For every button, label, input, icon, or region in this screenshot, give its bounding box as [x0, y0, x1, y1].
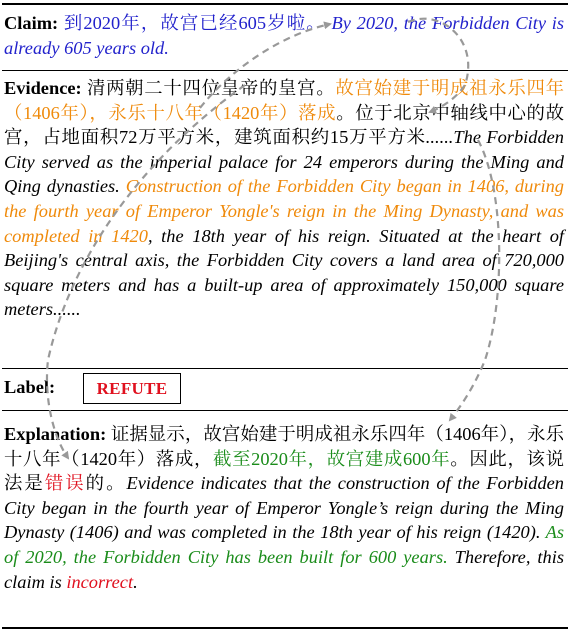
explanation-en-incorrect: incorrect [66, 571, 134, 592]
label-heading: Label: [4, 377, 56, 397]
claim-divider [2, 70, 568, 71]
evidence-label: Evidence: [4, 78, 82, 98]
evidence-section [4, 76, 564, 322]
explanation-zh-text-3: 的。 [85, 473, 127, 494]
claim-text-zh: 到2020年，故宫已经605岁啦。 [63, 13, 326, 33]
explanation-zh-text-2: 。因此，该说法是 [4, 448, 564, 494]
evidence-zh-text-1: 清两朝二十四位皇帝的皇宫。 [86, 78, 336, 98]
explanation-label: Explanation: [4, 424, 107, 444]
evidence-zh-highlight: 故宫始建于明成祖永乐四年（1406年），永乐十八年（1420年）落成 [4, 78, 564, 123]
refute-badge: REFUTE [83, 373, 181, 404]
explanation-en-text-1: Evidence indicates that the construction of the Forbidden City began in the fourth year of Emperor Yongle’s reign during the Ming Dynasty (1406) and was completed in the 18th year of his reign (1420). [4, 473, 564, 543]
label-divider [2, 410, 568, 411]
bottom-rule [2, 627, 568, 629]
explanation-en-text-2: Therefore, this claim is [4, 546, 564, 592]
claim-label: Claim: [4, 13, 59, 33]
evidence-en-text-2: , the 18th year of his reign. Situated at the heart of Beijing's central axis, the Forbidden City covers a land area of 720,000 square meters and has a built-up area of approximately 150,000 square meters...... [4, 225, 565, 320]
explanation-en-text-3: . [133, 571, 138, 592]
evidence-en-text-1: The Forbidden City served as the imperial palace for 24 emperors during the Ming and Qing dynasties. [4, 127, 564, 197]
evidence-ellipsis: ...... [425, 127, 454, 148]
explanation-section [4, 422, 564, 594]
claim-section [4, 11, 564, 60]
claim-text-en: By 2020, the Forbidden City is already 605 years old. [4, 13, 564, 58]
evidence-zh-text-2: 。位于北京中轴线中心的故宫，占地面积72万平方米，建筑面积约15万平方米 [4, 102, 564, 148]
top-rule [2, 3, 568, 5]
explanation-en-highlight: As of 2020, the Forbidden City has been built for 600 years. [4, 522, 564, 567]
explanation-zh-highlight: 截至2020年，故宫建成600年 [213, 448, 451, 469]
evidence-en-highlight: Construction of the Forbidden City began in 1406, during the fourth year of Emperor Yongle's reign in the Ming Dynasty, and was completed in 1420 [4, 176, 564, 246]
explanation-zh-error: 错误 [44, 473, 86, 494]
explanation-zh-text-1: 证据显示，故宫始建于明成祖永乐四年（1406年），永乐十八年（1420年）落成， [4, 424, 564, 469]
evidence-divider [2, 368, 568, 369]
